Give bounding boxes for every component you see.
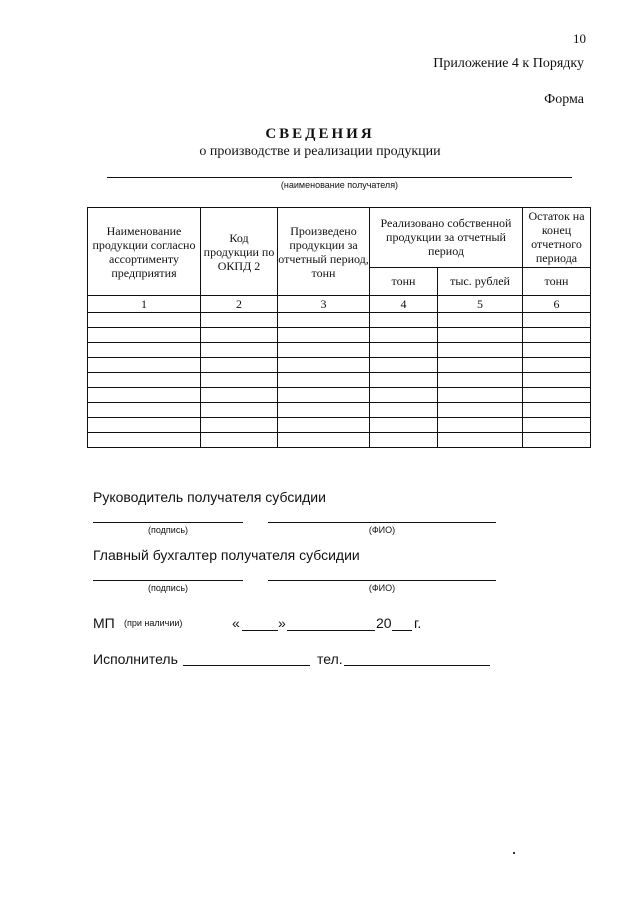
table-cell[interactable]	[370, 433, 438, 448]
table-cell[interactable]	[278, 388, 370, 403]
header-remainder-group: Остаток на конец отчетного периода	[523, 208, 591, 268]
table-cell[interactable]	[278, 373, 370, 388]
table-cell[interactable]	[438, 313, 523, 328]
date-month-line[interactable]	[287, 630, 375, 631]
table-row[interactable]	[88, 388, 591, 403]
column-number: 4	[370, 296, 438, 313]
table-cell[interactable]	[370, 373, 438, 388]
stamp-label: МП	[93, 615, 115, 631]
table-row[interactable]	[88, 373, 591, 388]
date-quote-close: »	[278, 615, 286, 631]
phone-label: тел.	[317, 651, 343, 667]
table-cell[interactable]	[201, 433, 278, 448]
table-cell[interactable]	[438, 403, 523, 418]
column-number: 3	[278, 296, 370, 313]
table-cell[interactable]	[278, 343, 370, 358]
form-label: Форма	[544, 92, 584, 107]
table-cell[interactable]	[88, 388, 201, 403]
table-cell[interactable]	[370, 403, 438, 418]
column-number: 1	[88, 296, 201, 313]
table-cell[interactable]	[88, 418, 201, 433]
page-number: 10	[573, 31, 586, 46]
table-cell[interactable]	[201, 328, 278, 343]
header-sold-group: Реализовано собственной продукции за отчетный период	[370, 208, 523, 268]
table-cell[interactable]	[201, 373, 278, 388]
table-cell[interactable]	[370, 388, 438, 403]
phone-line[interactable]	[344, 665, 490, 666]
recipient-name-line[interactable]	[107, 177, 572, 178]
date-year-line[interactable]	[392, 630, 412, 631]
table-cell[interactable]	[370, 358, 438, 373]
column-number: 6	[523, 296, 591, 313]
table-cell[interactable]	[201, 343, 278, 358]
header-sold-tonnes: тонн	[370, 267, 438, 295]
table-row[interactable]	[88, 433, 591, 448]
table-cell[interactable]	[278, 328, 370, 343]
table-cell[interactable]	[438, 373, 523, 388]
table-row[interactable]	[88, 403, 591, 418]
table-cell[interactable]	[370, 313, 438, 328]
table-cell[interactable]	[438, 343, 523, 358]
table-cell[interactable]	[201, 388, 278, 403]
header-okpd-code: Код продукции по ОКПД 2	[201, 208, 278, 296]
header-sold-rubles: тыс. рублей	[438, 267, 523, 295]
table-cell[interactable]	[201, 358, 278, 373]
table-cell[interactable]	[88, 328, 201, 343]
table-cell[interactable]	[278, 403, 370, 418]
header-product-name: Наименование продукции согласно ассортименту предприятия	[88, 208, 201, 296]
accountant-title: Главный бухгалтер получателя субсидии	[93, 547, 360, 563]
table-cell[interactable]	[523, 403, 591, 418]
table-row[interactable]	[88, 343, 591, 358]
head-title: Руководитель получателя субсидии	[93, 489, 326, 505]
table-cell[interactable]	[201, 313, 278, 328]
table-cell[interactable]	[88, 343, 201, 358]
column-number-row	[88, 296, 591, 313]
production-table	[87, 207, 591, 448]
header-produced: Произведено продукции за отчетный период, тонн	[278, 208, 370, 296]
table-row[interactable]	[88, 313, 591, 328]
table-cell[interactable]	[278, 313, 370, 328]
table-cell[interactable]	[438, 358, 523, 373]
table-header-row	[88, 208, 591, 268]
recipient-caption: (наименование получателя)	[280, 180, 399, 190]
table-row[interactable]	[88, 418, 591, 433]
accountant-signature-line[interactable]	[93, 580, 243, 581]
head-name-caption: (ФИО)	[368, 525, 396, 535]
date-suffix: г.	[414, 615, 422, 631]
table-cell[interactable]	[370, 343, 438, 358]
head-signature-line[interactable]	[93, 522, 243, 523]
table-cell[interactable]	[523, 328, 591, 343]
date-day-line[interactable]	[242, 630, 278, 631]
table-cell[interactable]	[523, 358, 591, 373]
table-cell[interactable]	[278, 358, 370, 373]
table-row[interactable]	[88, 358, 591, 373]
column-number: 5	[438, 296, 523, 313]
table-cell[interactable]	[88, 433, 201, 448]
table-cell[interactable]	[88, 313, 201, 328]
table-cell[interactable]	[523, 388, 591, 403]
executor-label: Исполнитель	[93, 651, 178, 667]
table-cell[interactable]	[523, 418, 591, 433]
table-cell[interactable]	[370, 328, 438, 343]
table-cell[interactable]	[88, 403, 201, 418]
head-name-line[interactable]	[268, 522, 496, 523]
date-year-prefix: 20	[376, 615, 392, 631]
appendix-reference: Приложение 4 к Порядку	[433, 56, 584, 71]
executor-name-line[interactable]	[183, 665, 310, 666]
table-cell[interactable]	[438, 388, 523, 403]
table-cell[interactable]	[438, 433, 523, 448]
table-cell[interactable]	[370, 418, 438, 433]
date-quote-open: «	[232, 615, 240, 631]
table-cell[interactable]	[201, 403, 278, 418]
column-number: 2	[201, 296, 278, 313]
table-cell[interactable]	[438, 418, 523, 433]
header-remainder-tonnes: тонн	[523, 267, 591, 295]
document-title: СВЕДЕНИЯ	[265, 126, 375, 142]
page-mark	[513, 852, 515, 854]
table-cell[interactable]	[523, 433, 591, 448]
table-row[interactable]	[88, 328, 591, 343]
accountant-signature-caption: (подпись)	[147, 583, 189, 593]
table-cell[interactable]	[523, 373, 591, 388]
stamp-note: (при наличии)	[124, 618, 183, 628]
accountant-name-caption: (ФИО)	[368, 583, 396, 593]
table-cell[interactable]	[88, 358, 201, 373]
table-cell[interactable]	[438, 328, 523, 343]
table-cell[interactable]	[201, 418, 278, 433]
table-cell[interactable]	[523, 313, 591, 328]
head-signature-caption: (подпись)	[147, 525, 189, 535]
table-cell[interactable]	[523, 343, 591, 358]
table-cell[interactable]	[278, 418, 370, 433]
accountant-name-line[interactable]	[268, 580, 496, 581]
document-subtitle: о производстве и реализации продукции	[199, 144, 441, 159]
table-cell[interactable]	[278, 433, 370, 448]
table-cell[interactable]	[88, 373, 201, 388]
